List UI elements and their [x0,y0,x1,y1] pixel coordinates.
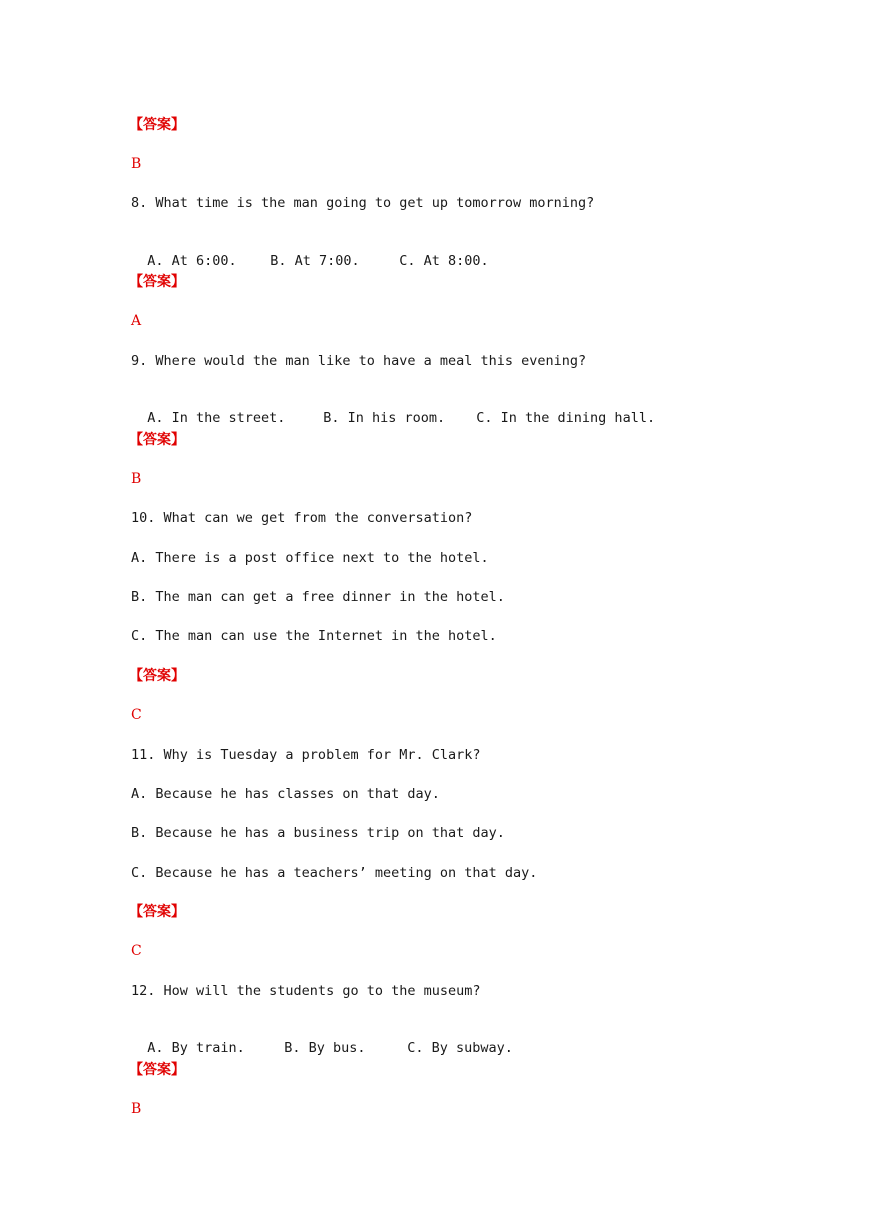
option-b: B. In his room. [323,410,446,426]
option-a: A. At 6:00. [147,253,237,269]
answer-label: 【答案】 [129,904,185,920]
question-10: 10. What can we get from the conversation? [131,510,473,526]
answer-value: C [131,707,142,723]
answer-label: 【答案】 [129,1062,185,1078]
question-12: 12. How will the students go to the museum? [131,983,481,999]
answer-value: B [131,156,142,172]
answer-value: B [131,471,142,487]
option-a: A. In the street. [147,410,286,426]
option-b: B. By bus. [284,1040,366,1056]
option-c: C. The man can use the Internet in the hotel. [131,628,497,644]
option-b: B. Because he has a business trip on that day. [131,825,505,841]
answer-label: 【答案】 [129,274,185,290]
answer-value: C [131,943,142,959]
question-11: 11. Why is Tuesday a problem for Mr. Clark? [131,747,481,763]
option-b: B. The man can get a free dinner in the hotel. [131,589,505,605]
option-a: A. Because he has classes on that day. [131,786,440,802]
answer-value: A [131,313,142,329]
answer-label: 【答案】 [129,117,185,133]
options-9 [131,391,655,427]
question-9: 9. Where would the man like to have a meal this evening? [131,353,587,369]
question-8: 8. What time is the man going to get up tomorrow morning? [131,195,595,211]
option-c: C. At 8:00. [399,253,489,269]
option-a: A. There is a post office next to the hotel. [131,550,489,566]
answer-label: 【答案】 [129,432,185,448]
answer-value: B [131,1101,142,1117]
option-b: B. At 7:00. [270,253,360,269]
option-c: C. By subway. [407,1040,513,1056]
option-c: C. Because he has a teachers’ meeting on that day. [131,865,538,881]
option-a: A. By train. [147,1040,245,1056]
options-8 [131,234,489,270]
options-12 [131,1021,513,1057]
answer-label: 【答案】 [129,668,185,684]
option-c: C. In the dining hall. [476,410,656,426]
